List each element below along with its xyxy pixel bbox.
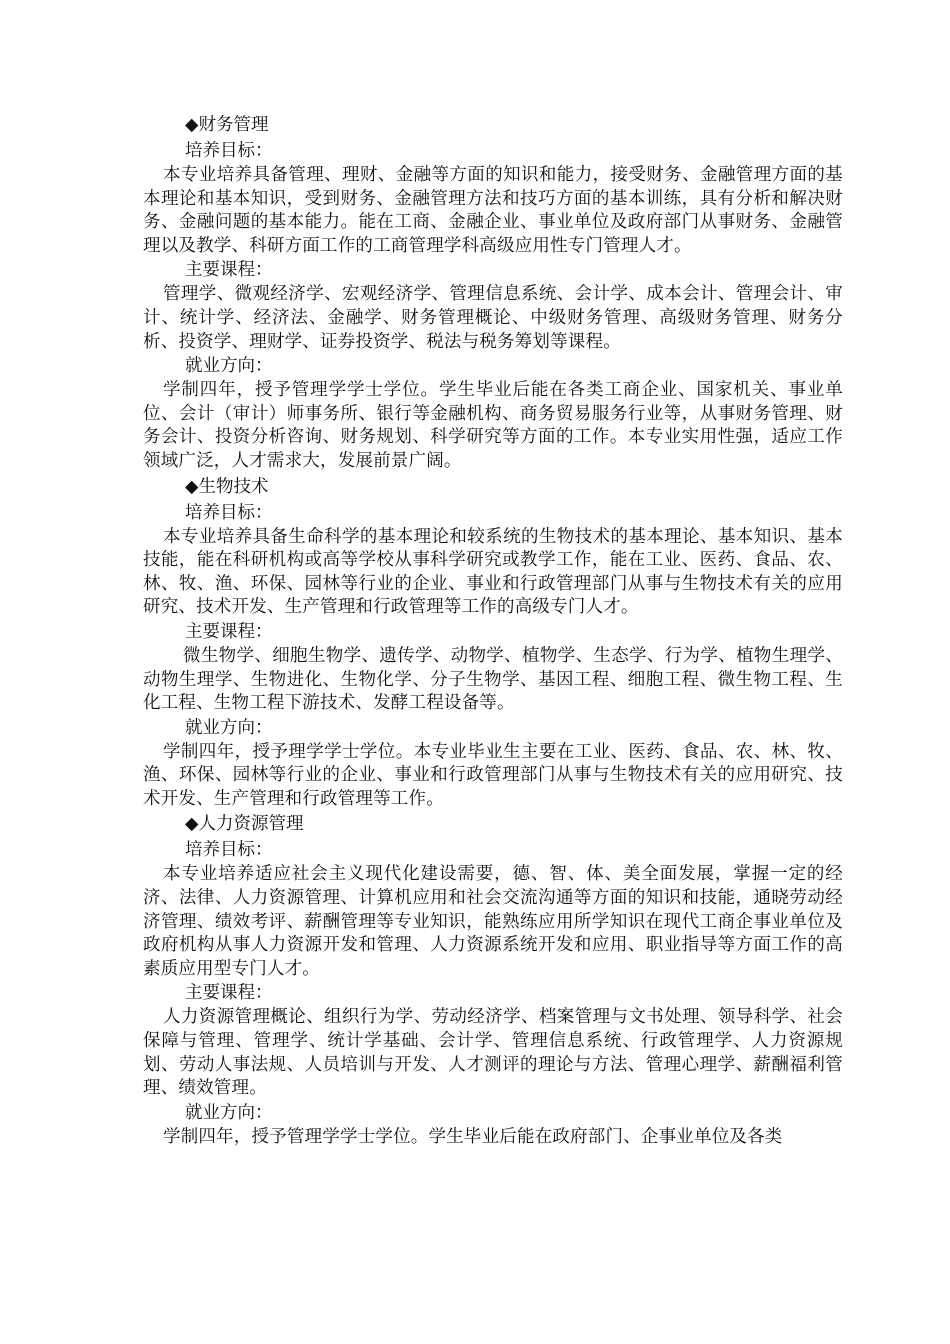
job-text: 学制四年，授予理学学士学位。本专业毕业生主要在工业、医药、食品、农、林、牧、渔、环保、园林等行业的企业、事业和行政管理部门从事与生物技术有关的应用研究、技术开发、生产管理和行政管理等工作。 bbox=[143, 741, 843, 809]
goal-text: 本专业培养适应社会主义现代化建设需要，德、智、体、美全面发展，掌握一定的经济、法律、人力资源管理、计算机应用和社会交流沟通等方面的知识和技能，通晓劳动经济管理、绩效考评、薪酬管理等专业知识，能熟练应用所学知识在现代工商企事业单位及政府机构从事人力资源开发和管理、人力资源系统开发和应用、职业指导等方面工作的高素质应用型专门人才。 bbox=[143, 864, 843, 979]
job-label: 就业方向： bbox=[185, 356, 273, 377]
course-label: 主要课程： bbox=[185, 260, 273, 281]
document-page bbox=[143, 112, 843, 1149]
section-title: ◆财务管理 bbox=[185, 115, 269, 135]
goal-label: 培养目标： bbox=[185, 141, 273, 161]
section-title: ◆人力资源管理 bbox=[185, 814, 304, 835]
job-label: 就业方向： bbox=[185, 1102, 273, 1123]
goal-text: 本专业培养具备生命科学的基本理论和较系统的生物技术的基本理论、基本知识、基本技能，能在科研机构或高等学校从事科学研究或教学工作，能在工业、医药、食品、农、林、牧、渔、环保、园林等行业的企业、事业和行政管理部门从事与生物技术有关的应用研究、技术开发、生产管理和行政管理等工作的高级专门人才。 bbox=[143, 526, 843, 618]
job-text: 学制四年，授予管理学学士学位。学生毕业后能在政府部门、企事业单位及各类 bbox=[163, 1126, 783, 1147]
section-hr bbox=[143, 811, 843, 1149]
course-text: 管理学、微观经济学、宏观经济学、管理信息系统、会计学、成本会计、管理会计、审计、统计学、经济法、金融学、财务管理概论、中级财务管理、高级财务管理、财务分析、投资学、理财学、证券投资学、税法与税务筹划等课程。 bbox=[143, 284, 843, 352]
job-text: 学制四年，授予管理学学士学位。学生毕业后能在各类工商企业、国家机关、事业单位、会计（审计）师事务所、银行等金融机构、商务贸易服务行业等，从事财务管理、财务会计、投资分析咨询、财务规划、科学研究等方面的工作。本专业实用性强，适应工作领域广泛，人才需求大，发展前景广阔。 bbox=[143, 380, 843, 471]
section-title: ◆生物技术 bbox=[185, 476, 269, 497]
goal-label: 培养目标： bbox=[185, 502, 273, 523]
course-label: 主要课程： bbox=[185, 983, 273, 1004]
job-label: 就业方向： bbox=[185, 717, 273, 738]
section-biotech bbox=[143, 474, 843, 812]
course-text: 微生物学、细胞生物学、遗传学、动物学、植物学、生态学、行为学、植物生理学、动物生理学、生物进化、生物化学、分子生物学、基因工程、细胞工程、微生物工程、生化工程、生物工程下游技术、发酵工程设备等。 bbox=[143, 645, 843, 714]
goal-label: 培养目标： bbox=[185, 840, 273, 861]
section-finance bbox=[143, 112, 843, 474]
course-text: 人力资源管理概论、组织行为学、劳动经济学、档案管理与文书处理、领导科学、社会保障与管理、管理学、统计学基础、会计学、管理信息系统、行政管理学、人力资源规划、劳动人事法规、人员培训与开发、人才测评的理论与方法、管理心理学、薪酬福利管理、绩效管理。 bbox=[143, 1007, 843, 1099]
goal-text: 本专业培养具备管理、理财、金融等方面的知识和能力，接受财务、金融管理方面的基本理论和基本知识，受到财务、金融管理方法和技巧方面的基本训练，具有分析和解决财务、金融问题的基本能力。能在工商、金融企业、事业单位及政府部门从事财务、金融管理以及教学、科研方面工作的工商管理学科高级应用性专门管理人才。 bbox=[143, 165, 843, 256]
course-label: 主要课程： bbox=[185, 621, 273, 642]
